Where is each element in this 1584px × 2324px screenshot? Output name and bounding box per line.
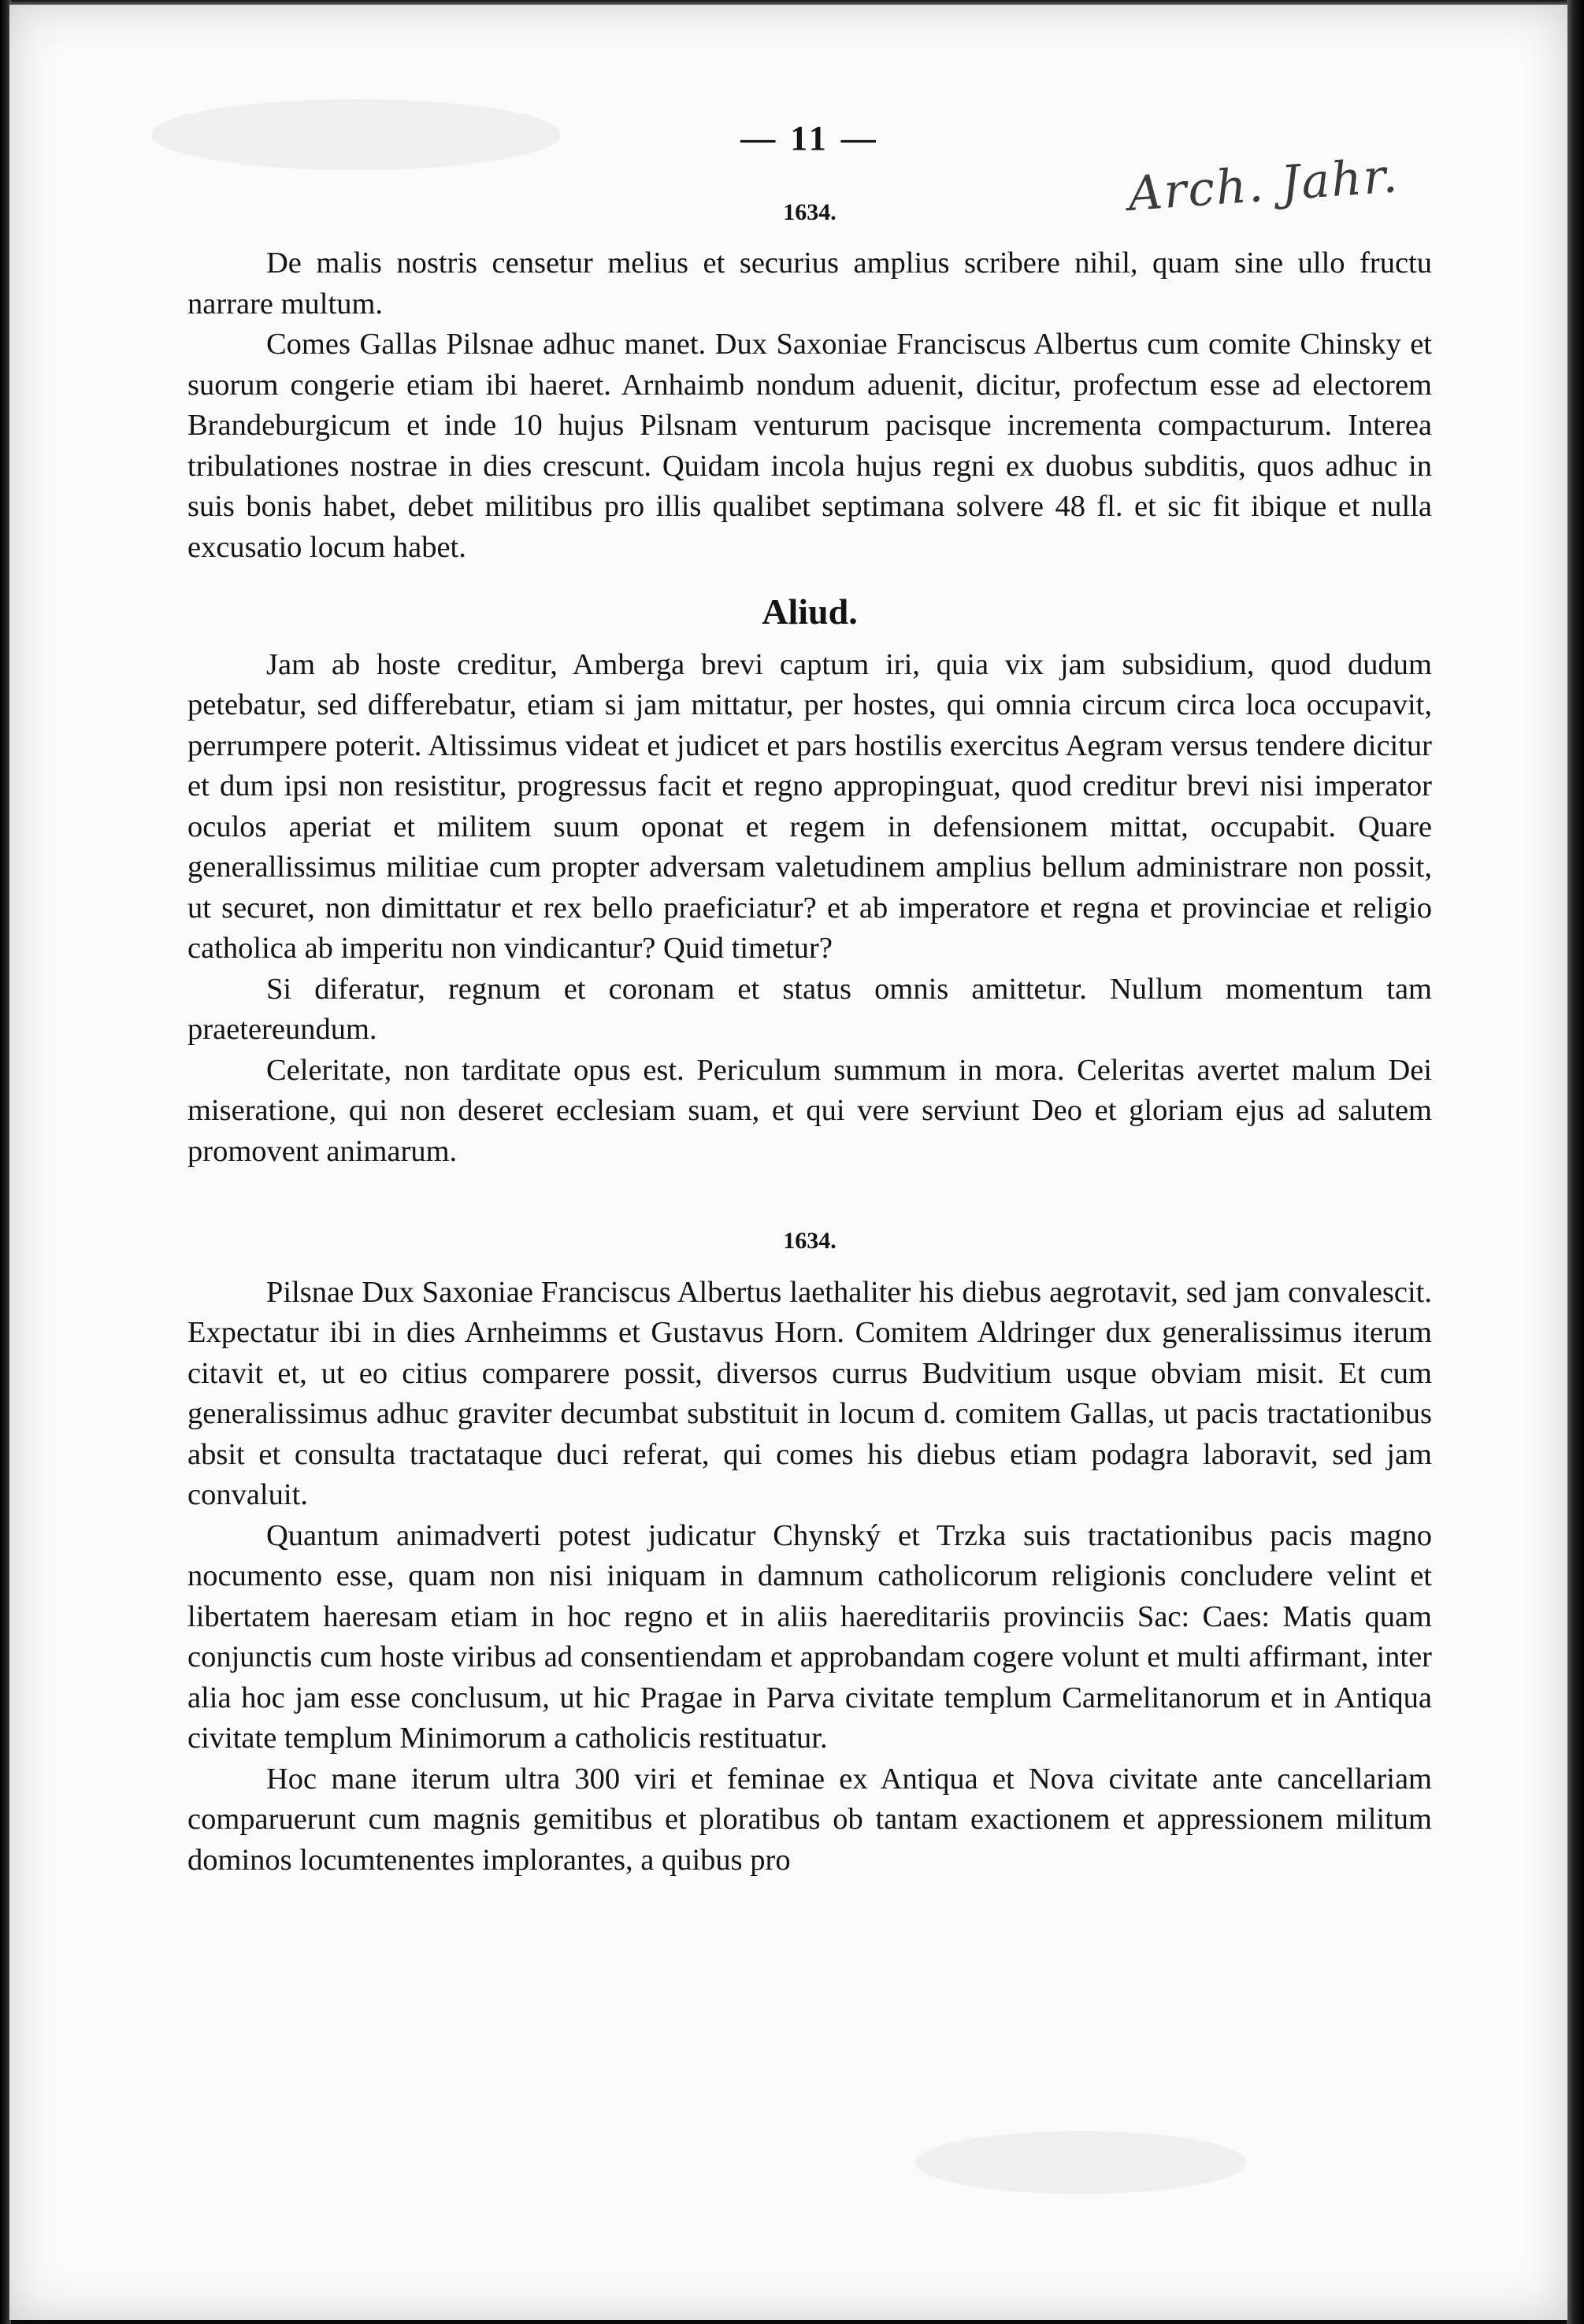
paragraph: Si diferatur, regnum et coronam et status omnis amittetur. Nullum momentum tam praetereundum. xyxy=(187,972,1432,1046)
paragraph: Jam ab hoste creditur, Amberga brevi captum iri, quia vix jam subsidium, quod dudum petebatur, sed differebatur, etiam si jam mittatur, per hostes, qui omnia circum circa loca occupavit, perrumpere poterit. Altissimus videat et judicet et pars hostilis exercitus Aegram versus tendere dicitur et dum ipsi non resistitur, progressus facit et regno appropinguat, quod creditur brevi nisi imperator oculos aperiat et militem suum oponat et regem in defensionem mittat, occupabit. Quare generallissimus militiae cum propter adversam valetudinem amplius bellum administrare non possit, ut securet, non dimittatur et rex bello praeficiatur? et ab imperatore et regna et provinciae et religio catholica ab imperitu non vindicantur? Quid timetur? xyxy=(187,647,1432,965)
paragraph: Quantum animadverti potest judicatur Chynský et Trzka suis tractationibus pacis magno nocumento esse, quam non nisi iniquam in damnum catholicorum religionis concludere velint et libertatem haeresam etiam in hoc regno et in aliis haereditariis provinciis Sac: Caes: Matis quam conjunctis cum hoste viribus ad consentiendam et approbandam cogere volunt et multi affirmant, inter alia hoc jam esse conclusum, ut hic Pragae in Parva civitate templum Carmelitanorum et in Antiqua civitate templum Minimorum a catholicis restituatur. xyxy=(187,1518,1432,1755)
paper-stain xyxy=(915,2131,1246,2194)
page-number: — 11 — xyxy=(740,119,879,158)
paragraph: Hoc mane iterum ultra 300 viri et feminae ex Antiqua et Nova civitate ante cancellariam comparuerunt cum magnis gemitibus et ploratibus ob tantam exactionem et appressionem militum dominos locumtenentes implorantes, a quibus pro xyxy=(187,1762,1432,1877)
paragraph: Pilsnae Dux Saxoniae Franciscus Albertus laethaliter his diebus aegrotavit, sed jam convalescit. Expectatur ibi in dies Arnheimms et Gustavus Horn. Comitem Aldringer dux generalissimus iterum citavit et, ut eo citius comparere possit, diversos currus Budvitium usque obviam misit. Et cum generalissimus adhuc graviter decumbat substituit in locum d. comitem Gallas, ut pacis tractationibus absit et consulta tractataque duci referat, qui comes his diebus etiam podagra laboravit, sed jam convaluit. xyxy=(187,1275,1432,1511)
scan-right-edge xyxy=(1567,0,1584,2324)
handwritten-annotation: Arch. Jahr. xyxy=(1126,148,1401,222)
paragraph: Celeritate, non tarditate opus est. Periculum summum in mora. Celeritas avertet malum Dei miseratione, qui non deseret ecclesiam suam, et qui vere serviunt Deo et gloriam ejus ad salutem promovent animarum. xyxy=(187,1053,1432,1168)
document-body xyxy=(187,118,1432,1881)
section-heading-year: 1634. xyxy=(783,198,837,225)
paragraph: Comes Gallas Pilsnae adhuc manet. Dux Saxoniae Franciscus Albertus cum comite Chinsky et suorum congerie etiam ibi haeret. Arnhaimb nondum aduenit, dicitur, profectum esse ad electorem Brandeburgicum et inde 10 hujus Pilsnam venturum pacisque incrementa compacturum. Interea tribulationes nostrae in dies crescunt. Quidam incola hujus regni ex duobus subditis, quos adhuc in suis bonis habet, debet militibus pro illis qualibet septimana solvere 48 fl. et sic fit ibique et nulla excusatio locum habet. xyxy=(187,328,1432,564)
paragraph: De malis nostris censetur melius et securius amplius scribere nihil, quam sine ullo fructu narrare multum. xyxy=(187,246,1432,321)
section-heading-year: 1634. xyxy=(783,1228,837,1254)
section-heading-aliud: Aliud. xyxy=(762,591,858,632)
